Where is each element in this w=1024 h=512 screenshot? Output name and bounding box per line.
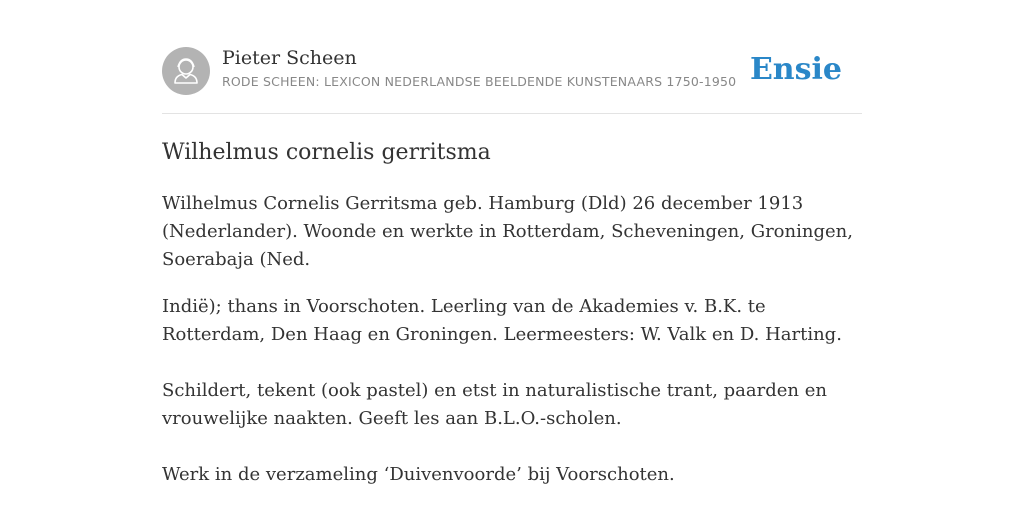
- body-paragraph-4: Werk in de verzameling ‘Duivenvoorde’ bij Voorschoten.: [162, 464, 675, 485]
- author-name[interactable]: Pieter Scheen: [222, 47, 357, 69]
- page-title: Wilhelmus cornelis gerritsma: [162, 140, 491, 165]
- source-label[interactable]: RODE SCHEEN: LEXICON NEDERLANDSE BEELDENDE KUNSTENAARS 1750-1950: [222, 74, 737, 89]
- body-paragraph-1: Wilhelmus Cornelis Gerritsma geb. Hamburg (Dld) 26 december 1913 (Nederlander). Woonde en werkte in Rotterdam, Scheveningen, Groningen, Soerabaja (Ned.: [162, 193, 853, 270]
- avatar[interactable]: [162, 47, 210, 95]
- header-divider: [162, 113, 862, 114]
- user-silhouette-icon: [162, 47, 210, 95]
- body-paragraph-3: Schildert, tekent (ook pastel) en etst in naturalistische trant, paarden en vrouwelijke naakten. Geeft les aan B.L.O.-scholen.: [162, 380, 827, 429]
- brand-logo[interactable]: Ensie: [749, 52, 842, 87]
- article-header: [162, 46, 862, 96]
- body-paragraph-2: Indië); thans in Voorschoten. Leerling van de Akademies v. B.K. te Rotterdam, Den Haag en Groningen. Leermeesters: W. Valk en D. Harting.: [162, 296, 842, 345]
